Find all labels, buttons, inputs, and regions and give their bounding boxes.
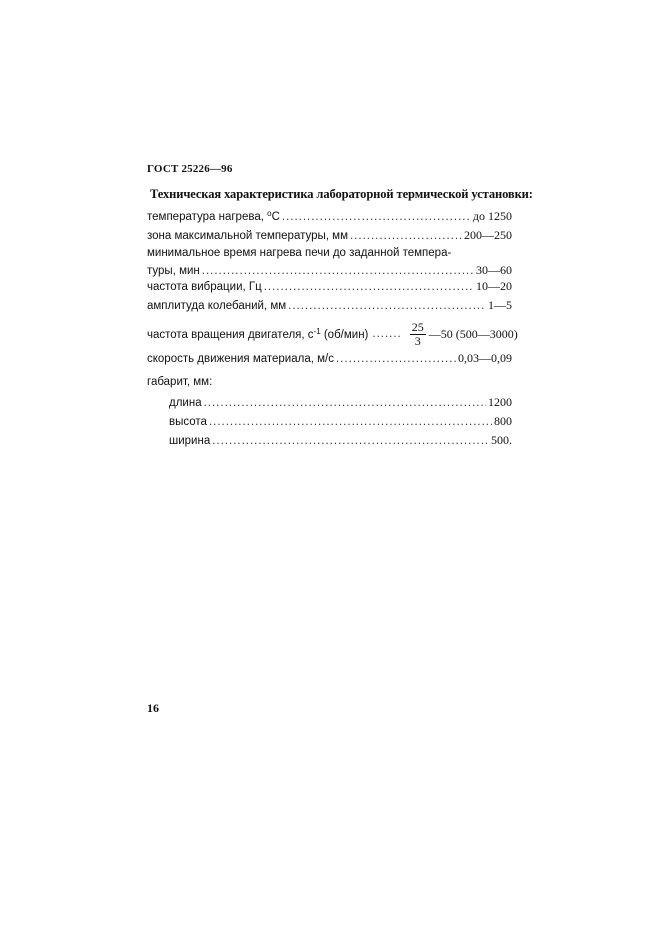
formula-rest: —50 (500—3000)	[428, 326, 518, 341]
spec-row-vibration-frequency	[147, 279, 512, 298]
fraction-denominator: 3	[414, 333, 421, 348]
spec-row-material-speed	[147, 351, 512, 370]
spec-row-min-heating-time-line1	[147, 247, 512, 263]
spec-value: 30—60	[476, 263, 512, 277]
spec-value: 1—5	[488, 298, 512, 312]
spec-row-motor-rotation	[147, 317, 518, 351]
spec-label-unit: (об/мин)	[320, 329, 369, 341]
spec-row-length	[147, 395, 512, 414]
spec-label: ширина	[169, 435, 211, 447]
fraction-numerator: 25	[411, 319, 424, 334]
fraction	[410, 321, 426, 348]
spec-label: минимальное время нагрева печи до заданной темпера-	[147, 247, 452, 259]
spec-label: высота	[169, 416, 207, 428]
leader-dots	[336, 353, 456, 365]
spec-label-text: частота вращения двигателя, с	[147, 329, 314, 341]
spec-value: 0,03—0,09	[458, 351, 512, 365]
leader-dots	[212, 435, 489, 447]
leader-dots	[288, 300, 486, 312]
spec-label: туры, мин	[147, 265, 200, 277]
leader-dots	[282, 211, 471, 223]
spec-label	[147, 209, 280, 223]
degree-superscript: o	[267, 209, 272, 218]
spec-value: 200—250	[464, 228, 512, 242]
spec-row-oscillation-amplitude	[147, 298, 512, 317]
spec-row-max-temperature-zone	[147, 228, 512, 247]
spec-value: 10—20	[476, 279, 512, 293]
spec-label: длина	[169, 397, 202, 409]
spec-row-height	[147, 414, 512, 433]
spec-label: зона максимальной температуры, мм	[147, 230, 348, 242]
spec-label: амплитуда колебаний, мм	[147, 300, 287, 312]
exponent-superscript: -1	[313, 327, 321, 336]
spec-label: частота вибрации, Гц	[147, 281, 262, 293]
leader-dots	[209, 416, 492, 428]
spec-label	[147, 327, 368, 341]
spec-value: до 1250	[472, 209, 512, 223]
spec-value: 800	[494, 414, 512, 428]
leader-dots	[350, 230, 462, 242]
spec-label: габарит, мм:	[147, 376, 213, 388]
spec-row-width	[147, 433, 512, 452]
spec-row-min-heating-time	[147, 263, 512, 279]
page-header-standard: ГОСТ 25226—96	[147, 163, 233, 175]
page-number: 16	[147, 701, 159, 715]
spec-list	[147, 209, 518, 452]
spec-value: 500.	[491, 433, 512, 447]
spec-row-dimensions-title	[147, 376, 512, 395]
leader-dots	[204, 397, 486, 409]
spec-label-unit: С	[271, 211, 280, 223]
leader-dots	[202, 265, 474, 277]
spec-label-text: температура нагрева,	[147, 211, 268, 223]
leader-dots-short: .......	[372, 328, 402, 340]
spec-row-heating-temperature	[147, 209, 512, 228]
spec-value: 1200	[488, 395, 512, 409]
section-title: Техническая характеристика лабораторной термической установки:	[150, 187, 533, 201]
leader-dots	[264, 281, 474, 293]
spec-label: скорость движения материала, м/с	[147, 353, 334, 365]
